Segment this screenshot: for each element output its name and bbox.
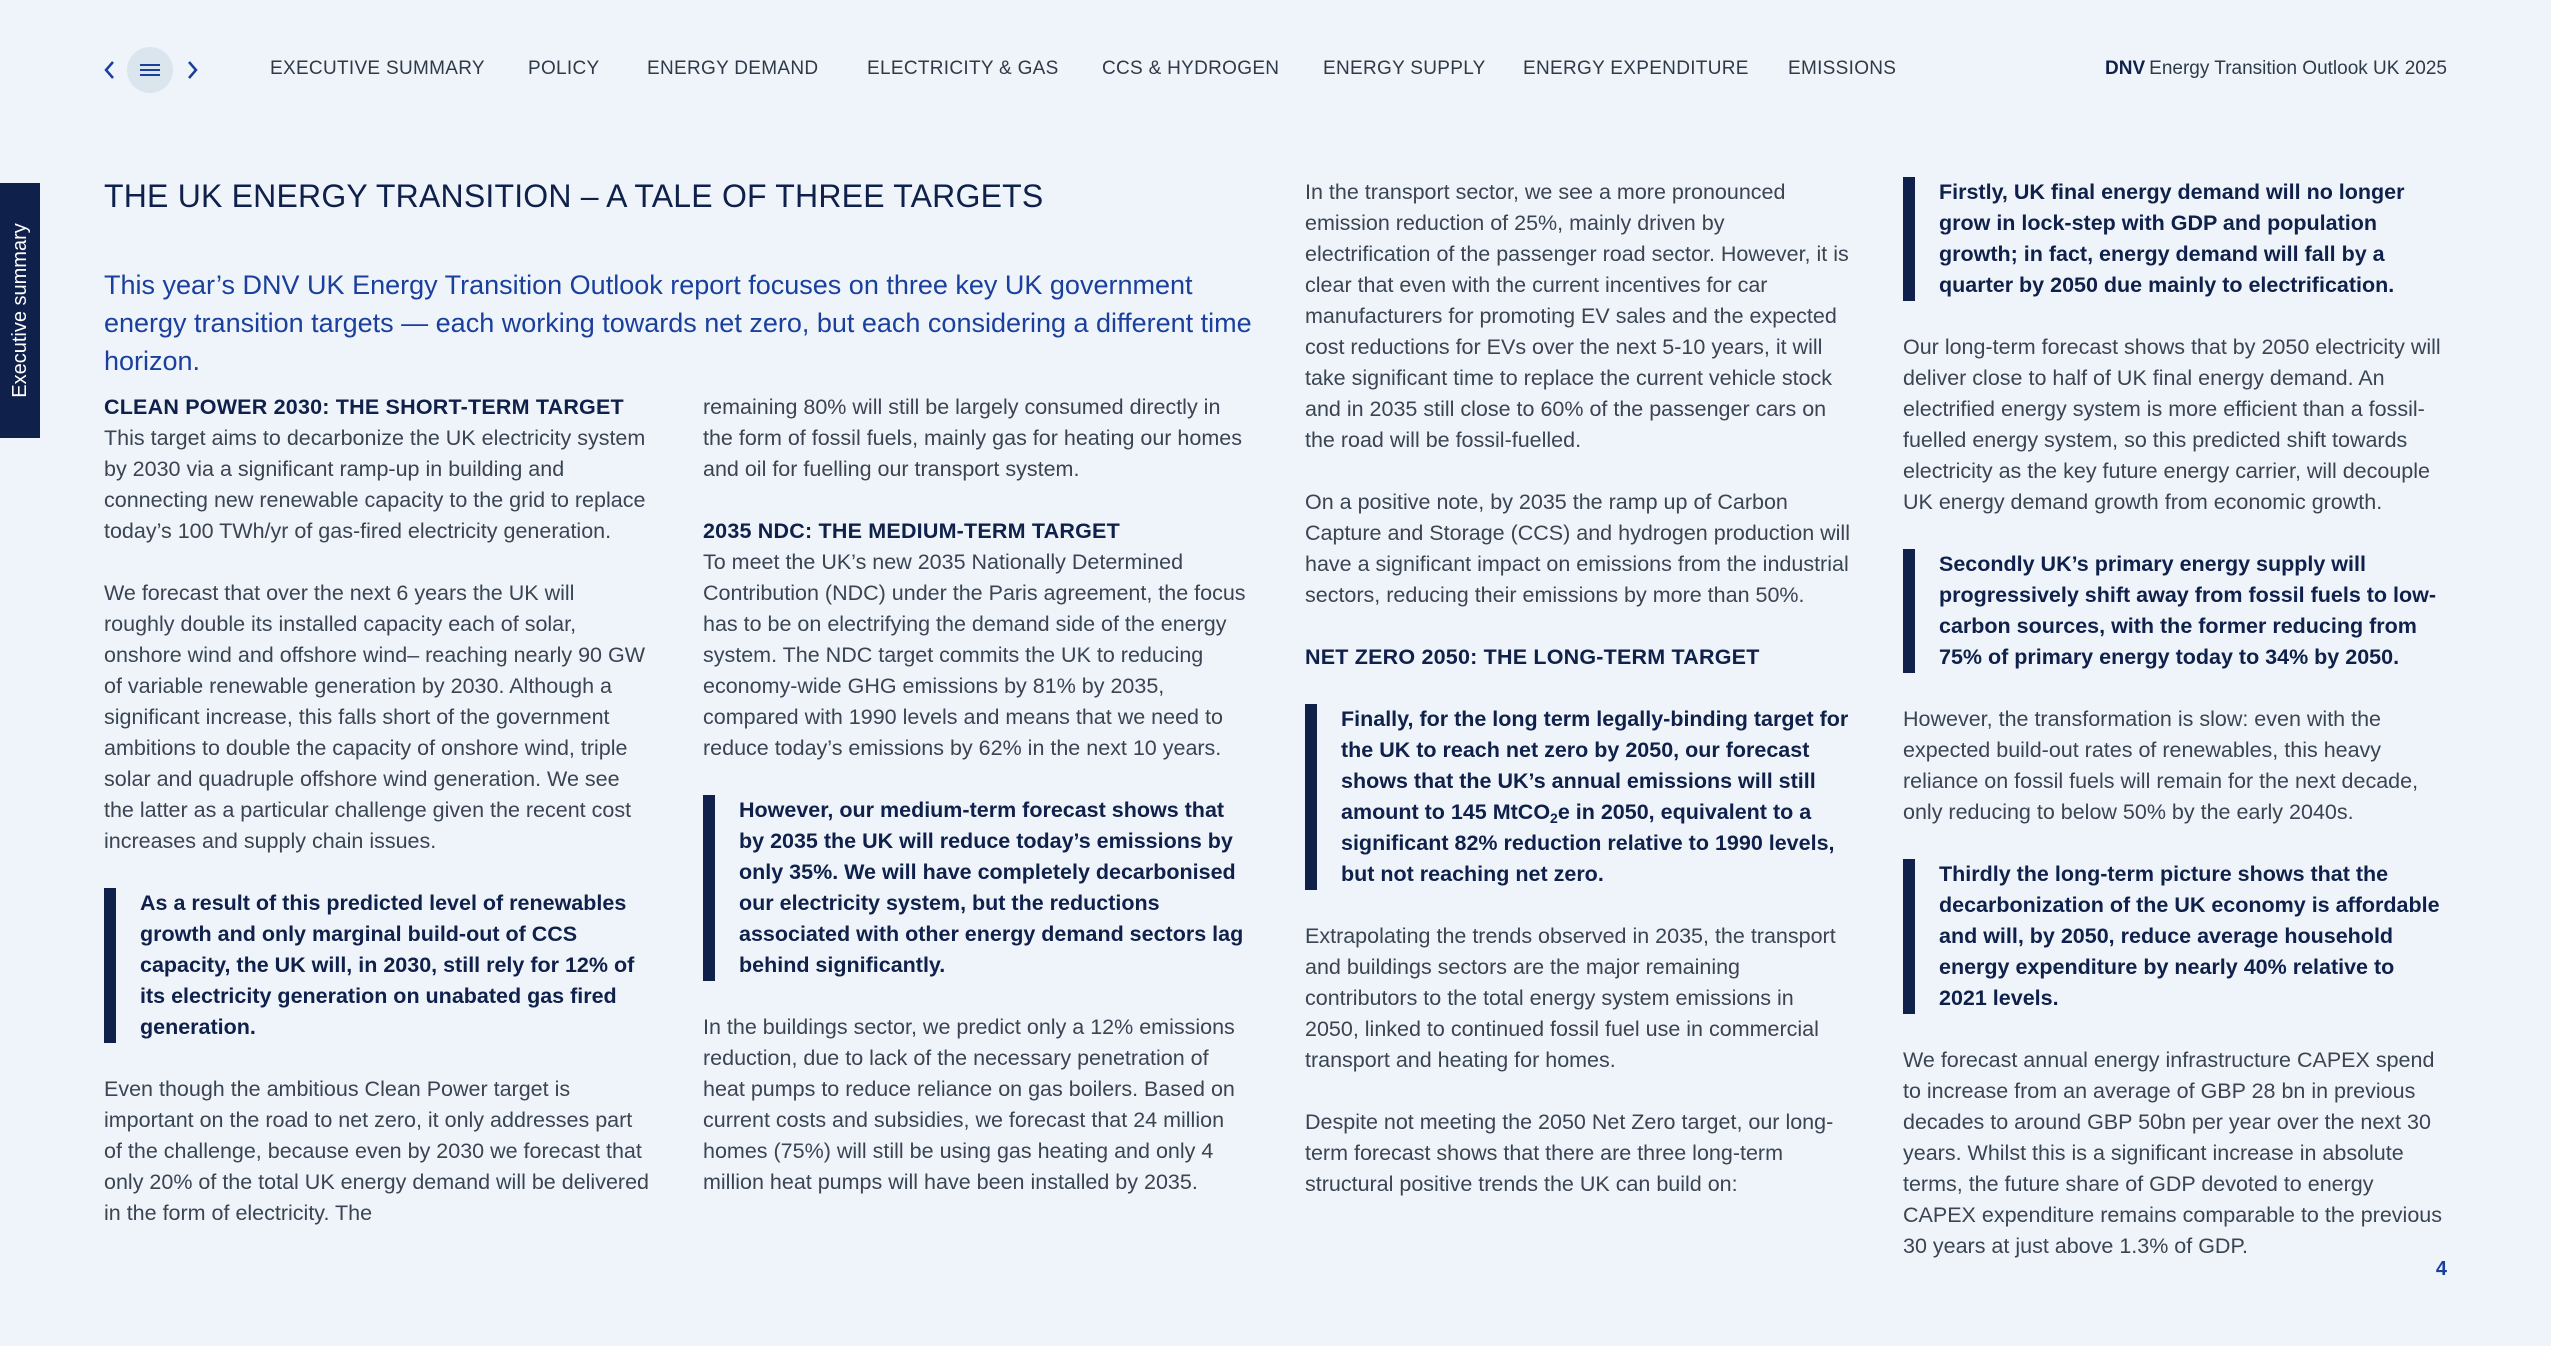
callout-quote: As a result of this predicted level of renewables growth and only marginal build-out of CCS capacity, the UK will, in 2030, still rely for 12% of its electricity generation on unabated gas fired generation.: [104, 888, 649, 1043]
menu-button[interactable]: [127, 47, 173, 93]
section-side-tab[interactable]: [0, 183, 40, 438]
page-title: THE UK ENERGY TRANSITION – A TALE OF THREE TARGETS: [104, 178, 1044, 214]
paragraph: remaining 80% will still be largely consumed directly in the form of fossil fuels, mainly gas for heating our homes and oil for fuelling our transport system.: [703, 395, 1242, 481]
paragraph: In the buildings sector, we predict only a 12% emissions reduction, due to lack of the necessary penetration of heat pumps to reduce reliance on gas boilers. Based on current costs and subsidies, we forecast that 24 million homes (75%) will still be using gas heating and only 4 million heat pumps will have been installed by 2035.: [703, 1015, 1235, 1194]
paragraph: On a positive note, by 2035 the ramp up of Carbon Capture and Storage (CCS) and hydrogen production will have a significant impact on emissions from the industrial sectors, reducing their emissions by more than 50%.: [1305, 490, 1850, 607]
paragraph: We forecast annual energy infrastructure CAPEX spend to increase from an average of GBP 28 bn in previous decades to around GBP 50bn per year over the next 30 years. Whilst this is a significant increase in absolute terms, the future share of GDP devoted to energy CAPEX expenditure remains comparable to the previous 30 years at just above 1.3% of GDP.: [1903, 1048, 2442, 1258]
callout-quote: [1305, 704, 1850, 890]
nav-policy[interactable]: POLICY: [528, 58, 600, 79]
nav-electricity-gas[interactable]: ELECTRICITY & GAS: [867, 58, 1059, 79]
nav-energy-supply[interactable]: ENERGY SUPPLY: [1323, 58, 1486, 79]
column-3: [1305, 177, 1850, 1231]
column-1: [104, 392, 649, 1260]
callout-text: e in 2050, equivalent to a significant 82% reduction relative to 1990 levels, but not reaching net zero.: [1341, 800, 1835, 886]
callout-quote: Firstly, UK final energy demand will no longer grow in lock-step with GDP and population growth; in fact, energy demand will fall by a quarter by 2050 due mainly to electrification.: [1903, 177, 2448, 301]
paragraph: We forecast that over the next 6 years the UK will roughly double its installed capacity each of solar, onshore wind and offshore wind– reaching nearly 90 GW of variable renewable generation by 2030. Although a significant increase, this falls short of the government ambitions to double the capacity of onshore wind, triple solar and quadruple offshore wind generation. We see the latter as a particular challenge given the recent cost increases and supply chain issues.: [104, 581, 646, 853]
paragraph: Despite not meeting the 2050 Net Zero target, our long-term forecast shows that there are three long-term structural positive trends the UK can build on:: [1305, 1110, 1834, 1196]
nav-ccs-hydrogen[interactable]: CCS & HYDROGEN: [1102, 58, 1280, 79]
nav-executive-summary[interactable]: EXECUTIVE SUMMARY: [270, 58, 485, 79]
paragraph: In the transport sector, we see a more pronounced emission reduction of 25%, mainly driven by electrification of the passenger road sector. However, it is clear that even with the current incentives for car manufacturers for promoting EV sales and the expected cost reductions for EVs over the next 5-10 years, it will take significant time to replace the current vehicle stock and in 2035 still close to 60% of the passenger cars on the road will be fossil-fuelled.: [1305, 180, 1849, 452]
nav-energy-expenditure[interactable]: ENERGY EXPENDITURE: [1523, 58, 1749, 79]
next-page-button[interactable]: [180, 57, 206, 83]
side-tab-label: Executive summary: [8, 223, 31, 398]
chevron-left-icon: [102, 59, 116, 81]
callout-quote: Thirdly the long-term picture shows that the decarbonization of the UK economy is affordable and will, by 2050, reduce average household energy expenditure by nearly 40% relative to 2021 levels.: [1903, 859, 2448, 1014]
column-4: [1903, 177, 2448, 1293]
page-number: 4: [2435, 1258, 2447, 1280]
hamburger-menu-icon: [138, 61, 162, 79]
subscript: 2: [1550, 810, 1558, 826]
dnv-logo: DNV: [2105, 58, 2146, 79]
previous-page-button[interactable]: [96, 57, 122, 83]
paragraph: Even though the ambitious Clean Power target is important on the road to net zero, it only addresses part of the challenge, because even by 2030 we forecast that only 20% of the total UK energy demand will be delivered in the form of electricity. The: [104, 1077, 649, 1225]
paragraph: Our long-term forecast shows that by 2050 electricity will deliver close to half of UK final energy demand. An electrified energy system is more efficient than a fossil-fuelled energy system, so this predicted shift towards electricity as the key future energy carrier, will decouple UK energy demand growth from economic growth.: [1903, 335, 2441, 514]
callout-quote: However, our medium-term forecast shows that by 2035 the UK will reduce today’s emissions by only 35%. We will have completely decarbonised our electricity system, but the reductions associated with other energy demand sectors lag behind significantly.: [703, 795, 1248, 981]
section-heading-ndc: 2035 NDC: THE MEDIUM-TERM TARGET: [703, 519, 1120, 543]
callout-text: Finally, for the long term legally-binding target for the UK to reach net zero by 2050, our forecast shows that the UK’s annual emissions will still amount to 145 MtCO: [1341, 707, 1849, 824]
column-2: [703, 392, 1248, 1229]
chevron-right-icon: [186, 59, 200, 81]
paragraph: To meet the UK’s new 2035 Nationally Determined Contribution (NDC) under the Paris agreement, the focus has to be on electrifying the demand side of the energy system. The NDC target commits the UK to reducing economy-wide GHG emissions by 81% by 2035, compared with 1990 levels and means that we need to reduce today’s emissions by 62% in the next 10 years.: [703, 550, 1246, 760]
section-heading-net-zero: NET ZERO 2050: THE LONG-TERM TARGET: [1305, 645, 1760, 669]
paragraph: Extrapolating the trends observed in 2035, the transport and buildings sectors are the major remaining contributors to the total energy system emissions in 2050, linked to continued fossil fuel use in commercial transport and heating for homes.: [1305, 924, 1836, 1072]
nav-energy-demand[interactable]: ENERGY DEMAND: [647, 58, 819, 79]
paragraph: However, the transformation is slow: even with the expected build-out rates of renewables, this heavy reliance on fossil fuels will remain for the next decade, only reducing to below 50% by the early 2040s.: [1903, 707, 2419, 824]
callout-quote: Secondly UK’s primary energy supply will progressively shift away from fossil fuels to low-carbon sources, with the former reducing from 75% of primary energy today to 34% by 2050.: [1903, 549, 2448, 673]
publication-title: Energy Transition Outlook UK 2025: [2149, 58, 2447, 79]
paragraph: This target aims to decarbonize the UK electricity system by 2030 via a significant ramp-up in building and connecting new renewable capacity to the grid to replace today’s 100 TWh/yr of gas-fired electricity generation.: [104, 426, 646, 543]
publication-brand: [2105, 58, 2447, 80]
lead-paragraph: This year’s DNV UK Energy Transition Outlook report focuses on three key UK government energy transition targets — each working towards net zero, but each considering a different time horizon.: [104, 270, 1252, 376]
nav-emissions[interactable]: EMISSIONS: [1788, 58, 1897, 79]
section-heading-clean-power: CLEAN POWER 2030: THE SHORT-TERM TARGET: [104, 395, 624, 419]
